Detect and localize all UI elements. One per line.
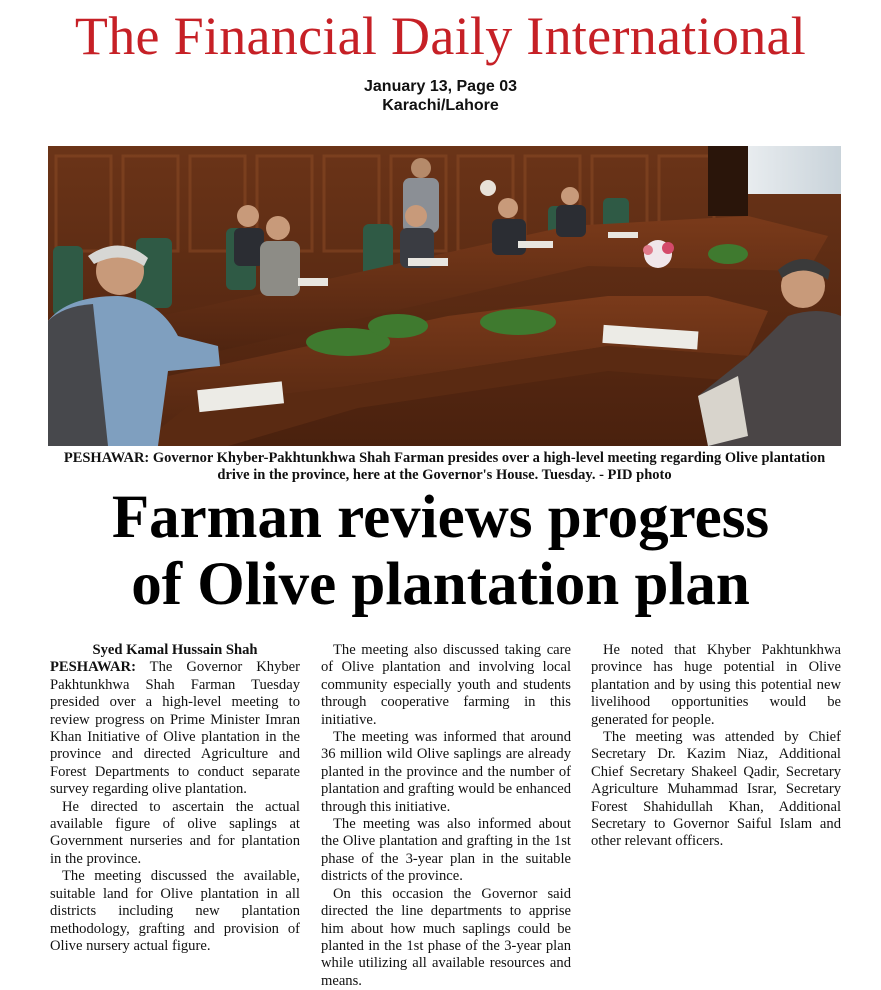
article-dateline: PESHAWAR: xyxy=(50,659,136,676)
paragraph-9: The meeting was attended by Chief Secretary Dr. Kazim Niaz, Additional Chief Secretary Shakeel Qadir, Secretary Agriculture Muhammad Israr, Secretary Forest Shahidullah Khan, Additional Secretary to Governor Saiful Islam and other relevant officers. xyxy=(591,729,841,850)
edition-info xyxy=(0,77,881,115)
article-headline xyxy=(0,484,881,618)
headline-line-2: of Olive plantation plan xyxy=(131,551,750,618)
article-column-3 xyxy=(591,642,841,851)
article-column-1 xyxy=(50,642,300,955)
paragraph-1-text: The Governor Khyber Pakhtunkhwa Shah Farman Tuesday presided over a high-level meeting to review progress on Prime Minister Imran Khan Initiative of Olive plantation in the province and directed Agriculture and Forest Departments to conduct separate survey regarding olive plantation. xyxy=(50,659,300,798)
masthead-title: The Financial Daily International xyxy=(74,6,807,66)
edition-date-page: January 13, Page 03 xyxy=(364,78,517,95)
photo-caption: PESHAWAR: Governor Khyber-Pakhtunkhwa Shah Farman presides over a high-level meeting regarding Olive plantation drive in the province, here at the Governor's House. Tuesday. - PID photo xyxy=(63,450,826,483)
edition-cities: Karachi/Lahore xyxy=(382,97,499,114)
paragraph-5: The meeting was informed that around 36 million wild Olive saplings are already planted in the province and the number of plantation and grafting would be enhanced through this initiative. xyxy=(321,729,571,815)
headline-line-1: Farman reviews progress xyxy=(111,484,770,551)
paragraph-2: He directed to ascertain the actual available figure of olive saplings at Government nurseries and for plantation in the province. xyxy=(50,798,300,867)
paragraph-6: The meeting was also informed about the Olive plantation and grafting in the 1st phase of the 3-year plan in the suitable districts of the province. xyxy=(321,816,571,885)
paragraph-8: He noted that Khyber Pakhtunkhwa province has huge potential in Olive plantation and by using this potential new livelihood opportunities would be generated for people. xyxy=(591,642,841,728)
paragraph-1 xyxy=(50,659,300,798)
article-column-2 xyxy=(321,642,571,990)
paragraph-3: The meeting discussed the available, suitable land for Olive plantation in all districts including new plantation methodology, grafting and provision of Olive nursery actual figure. xyxy=(50,868,300,954)
byline: Syed Kamal Hussain Shah xyxy=(92,642,258,658)
meeting-photo-illustration xyxy=(48,146,841,446)
paragraph-7: On this occasion the Governor said directed the line departments to apprise him about how much saplings could be planted in the 1st phase of the 3-year plan while utilizing all available resources and means. xyxy=(321,885,571,989)
paragraph-4: The meeting also discussed taking care of Olive plantation and involving local community especially youth and students through cooperative farming in this initiative. xyxy=(321,642,571,728)
meeting-photo xyxy=(48,146,841,446)
